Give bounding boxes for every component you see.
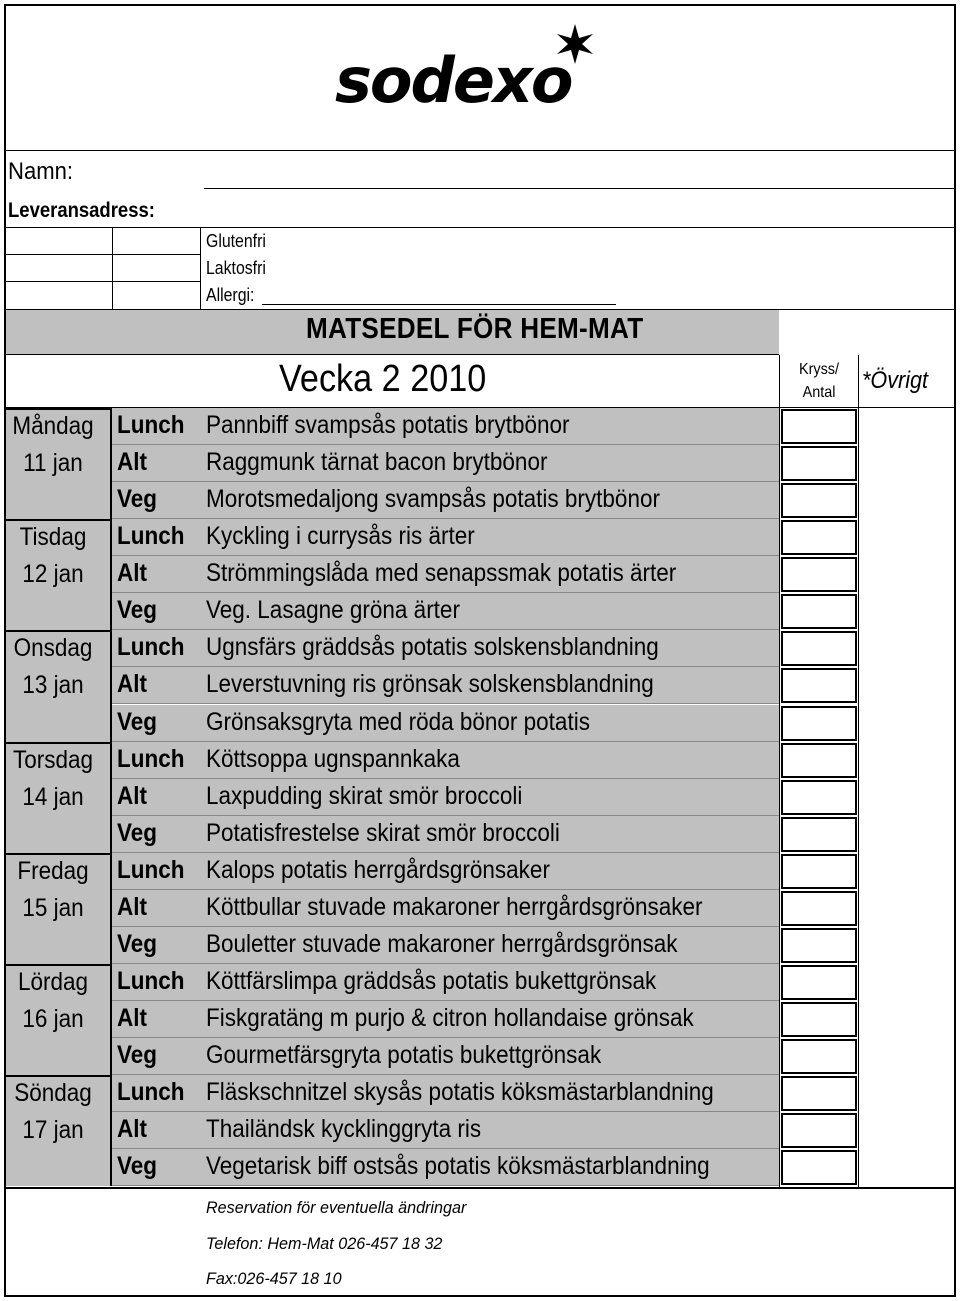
name-label: Namn: — [8, 158, 74, 185]
quantity-checkbox[interactable] — [781, 780, 857, 815]
meal-type: Lunch — [117, 411, 185, 439]
meal-dish: Köttfärslimpa gräddsås potatis bukettgrönsak — [206, 967, 657, 996]
kryss-header-line2: Antal — [802, 384, 836, 401]
grid-line — [6, 254, 200, 255]
option-glutenfri[interactable]: Glutenfri — [206, 231, 266, 251]
day-date: 16 jan — [22, 1005, 84, 1034]
meal-type: Alt — [117, 1115, 147, 1144]
quantity-checkbox[interactable] — [781, 706, 857, 741]
quantity-checkbox[interactable] — [781, 557, 857, 592]
allergy-field[interactable] — [262, 304, 616, 305]
quantity-checkbox[interactable] — [781, 743, 857, 778]
day-date: 17 jan — [22, 1116, 84, 1145]
day-name: Måndag — [12, 412, 94, 440]
meal-type: Veg — [117, 818, 158, 847]
meal-dish: Laxpudding skirat smör broccoli — [206, 781, 523, 810]
grid-line — [6, 281, 200, 282]
footer-note: Reservation för eventuella ändringar — [206, 1198, 467, 1217]
meal-type: Alt — [117, 781, 147, 810]
option-allergi[interactable]: Allergi: — [206, 285, 255, 305]
meal-type: Lunch — [117, 855, 185, 884]
day-name: Torsdag — [12, 745, 94, 774]
grid-line — [112, 227, 113, 309]
meal-dish: Leverstuvning ris grönsak solskensblandning — [206, 670, 654, 699]
day-date: 14 jan — [22, 782, 84, 811]
day-date: 15 jan — [22, 893, 84, 922]
quantity-checkbox[interactable] — [781, 1002, 857, 1037]
day-name: Söndag — [14, 1079, 92, 1108]
week-label: Vecka 2 2010 — [279, 358, 487, 400]
meal-type: Veg — [117, 707, 158, 736]
quantity-checkbox[interactable] — [781, 594, 857, 629]
day-name: Tisdag — [19, 523, 87, 552]
meal-dish: Potatisfrestelse skirat smör broccoli — [206, 818, 560, 847]
day-date: 11 jan — [23, 449, 83, 478]
meal-dish: Kalops potatis herrgårdsgrönsaker — [206, 855, 550, 884]
meal-type: Alt — [117, 1004, 147, 1033]
page-title: MATSEDEL FÖR HEM-MAT — [306, 313, 644, 345]
meal-dish: Grönsaksgryta med röda bönor potatis — [206, 707, 590, 736]
quantity-checkbox[interactable] — [781, 965, 857, 1000]
name-field[interactable] — [204, 188, 954, 189]
meal-dish: Pannbiff svampsås potatis brytbönor — [206, 411, 570, 439]
quantity-checkbox[interactable] — [781, 817, 857, 852]
quantity-checkbox[interactable] — [781, 483, 857, 518]
meal-dish: Gourmetfärsgryta potatis bukettgrönsak — [206, 1041, 602, 1070]
grid-line — [779, 355, 780, 1189]
day-date: 13 jan — [22, 671, 84, 700]
meal-dish: Vegetarisk biff ostsås potatis köksmästarblandning — [206, 1152, 710, 1181]
quantity-checkbox[interactable] — [781, 1113, 857, 1148]
quantity-checkbox[interactable] — [781, 1076, 857, 1111]
meal-type: Lunch — [117, 1078, 185, 1107]
meal-dish: Raggmunk tärnat bacon brytbönor — [206, 448, 548, 477]
quantity-checkbox[interactable] — [781, 446, 857, 481]
meal-dish: Fläskschnitzel skysås potatis köksmästarblandning — [206, 1078, 714, 1107]
meal-dish: Thailändsk kycklinggryta ris — [206, 1115, 482, 1144]
meal-type: Veg — [117, 596, 158, 625]
meal-dish: Fiskgratäng m purjo & citron hollandaise grönsak — [206, 1004, 694, 1033]
quantity-checkbox[interactable] — [781, 854, 857, 889]
quantity-checkbox[interactable] — [781, 409, 857, 444]
logo-wordmark: sodexo — [335, 44, 572, 117]
kryss-header-line1: Kryss/ — [798, 361, 839, 378]
meal-dish: Morotsmedaljong svampsås potatis brytbönor — [206, 485, 660, 514]
meal-type: Lunch — [117, 967, 185, 996]
grid-line — [779, 309, 954, 310]
meal-dish: Veg. Lasagne gröna ärter — [206, 596, 460, 625]
quantity-checkbox[interactable] — [781, 520, 857, 555]
option-laktosfri[interactable]: Laktosfri — [206, 258, 266, 278]
grid-line — [858, 355, 859, 1189]
quantity-checkbox[interactable] — [781, 1150, 857, 1185]
meal-type: Veg — [117, 1152, 158, 1181]
day-name: Onsdag — [13, 634, 93, 663]
day-date: 12 jan — [22, 560, 84, 589]
header-divider — [6, 150, 954, 151]
footer-fax: Fax:026-457 18 10 — [206, 1269, 342, 1288]
meal-type: Alt — [117, 559, 147, 588]
quantity-checkbox[interactable] — [781, 631, 857, 666]
grid-line — [6, 1187, 954, 1189]
quantity-checkbox[interactable] — [781, 1039, 857, 1074]
footer-phone: Telefon: Hem-Mat 026-457 18 32 — [206, 1234, 443, 1253]
quantity-checkbox[interactable] — [781, 928, 857, 963]
meal-dish: Köttsoppa ugnspannkaka — [206, 744, 460, 773]
meal-dish: Ugnsfärs gräddsås potatis solskensblandning — [206, 633, 659, 662]
meal-dish: Bouletter stuvade makaroner herrgårdsgrönsak — [206, 929, 678, 958]
quantity-checkbox[interactable] — [781, 668, 857, 703]
meal-dish: Strömmingslåda med senapssmak potatis ärter — [206, 559, 677, 588]
grid-line — [200, 227, 201, 309]
ovrigt-header: *Övrigt — [862, 367, 929, 394]
meal-type: Veg — [117, 929, 158, 958]
meal-type: Lunch — [117, 633, 185, 662]
meal-type: Alt — [117, 892, 147, 921]
address-label: Leveransadress: — [8, 199, 155, 222]
star-icon — [553, 22, 597, 66]
day-name: Fredag — [17, 856, 89, 885]
sodexo-logo — [335, 22, 610, 117]
day-name: Lördag — [17, 968, 89, 997]
meal-dish: Köttbullar stuvade makaroner herrgårdsgrönsaker — [206, 892, 703, 921]
meal-dish: Kyckling i currysås ris ärter — [206, 522, 475, 551]
address-field[interactable] — [6, 227, 954, 228]
meal-type: Lunch — [117, 744, 185, 773]
meal-type: Lunch — [117, 522, 185, 551]
meal-type: Veg — [117, 485, 158, 514]
meal-type: Alt — [117, 448, 147, 477]
meal-type: Veg — [117, 1041, 158, 1070]
meal-type: Alt — [117, 670, 147, 699]
kryss-header — [785, 358, 853, 404]
quantity-checkbox[interactable] — [781, 891, 857, 926]
